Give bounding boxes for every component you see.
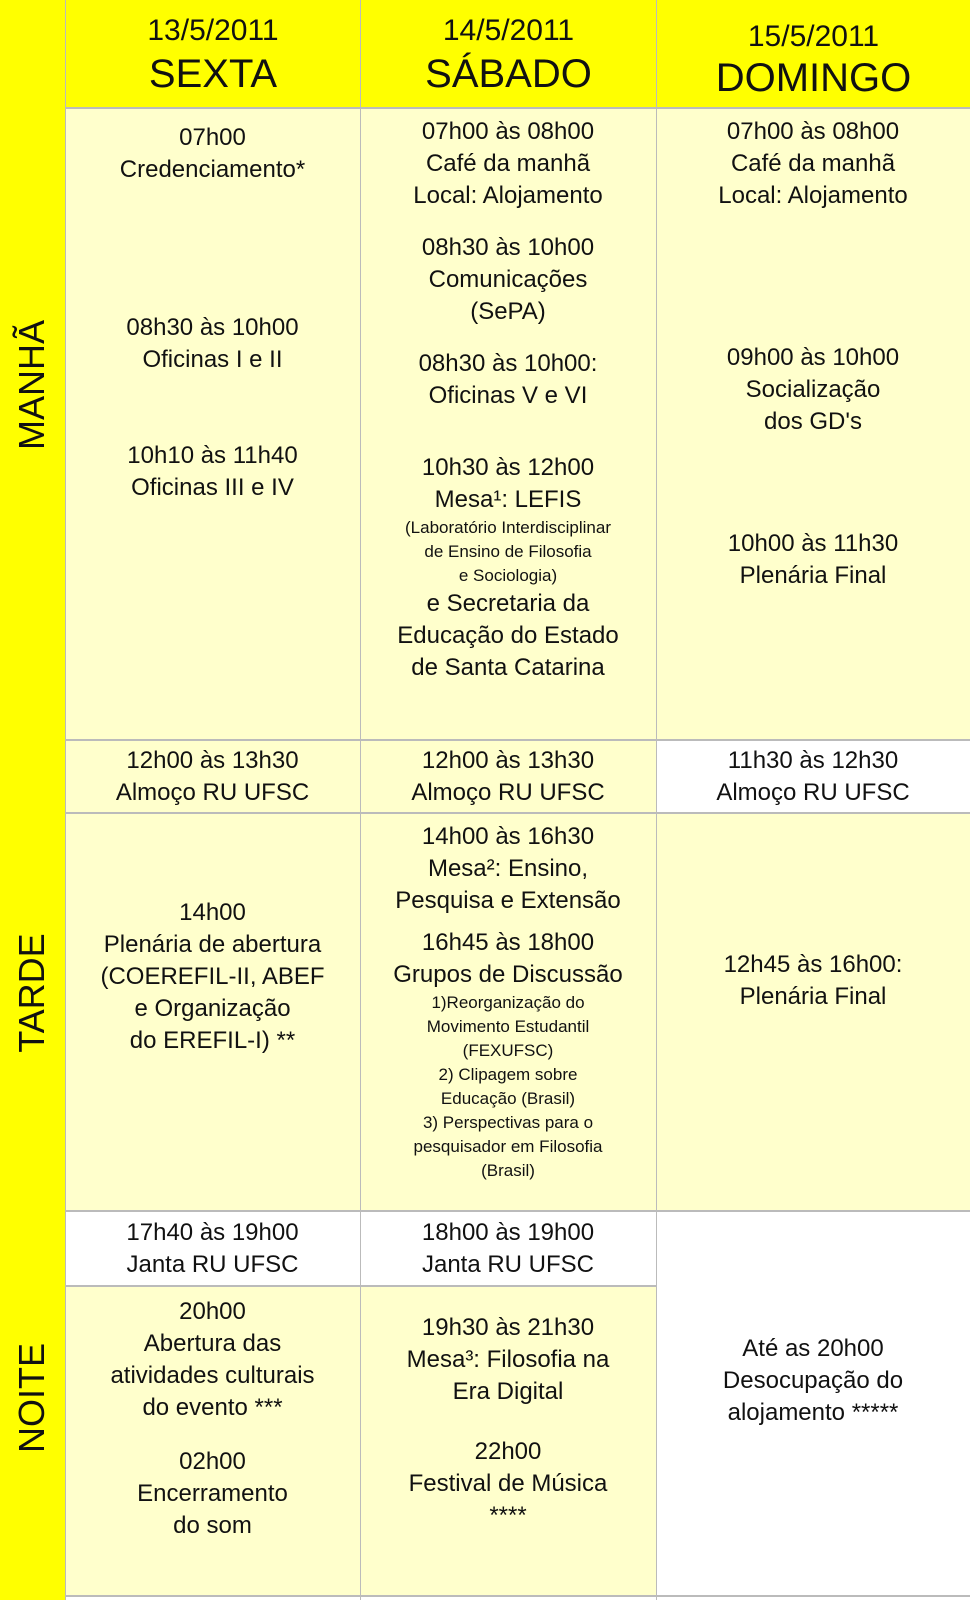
friday-afternoon-cell bbox=[65, 813, 360, 1211]
day-date: 15/5/2011 bbox=[747, 20, 880, 53]
event-location: Local: Alojamento bbox=[718, 182, 908, 209]
event-title: Socialização bbox=[745, 376, 881, 403]
period-label-night: NOITE bbox=[11, 1343, 52, 1454]
event-title: Desocupação do bbox=[722, 1367, 904, 1394]
event-title: Almoço RU UFSC bbox=[716, 778, 910, 806]
saturday-night-cell bbox=[360, 1286, 656, 1596]
grid-line bbox=[65, 739, 970, 741]
event-time: Até as 20h00 bbox=[742, 1335, 884, 1362]
day-name: DOMINGO bbox=[715, 56, 912, 100]
event-time: 07h00 bbox=[179, 124, 246, 151]
event-time: 10h00 às 11h30 bbox=[727, 530, 899, 557]
event-title: Plenária Final bbox=[739, 562, 887, 589]
event-time: 12h00 às 13h30 bbox=[126, 746, 299, 774]
event-time: 19h30 às 21h30 bbox=[421, 1314, 595, 1341]
period-label-morning: MANHÃ bbox=[11, 320, 52, 451]
day-header-saturday bbox=[360, 0, 656, 108]
event-detail: e Secretaria da bbox=[426, 590, 590, 617]
event-note: (Laboratório Interdisciplinar bbox=[405, 518, 611, 537]
event-title: Encerramento bbox=[137, 1480, 288, 1507]
sunday-morning-cell bbox=[656, 108, 970, 740]
saturday-afternoon-cell bbox=[360, 813, 656, 1211]
grid-line bbox=[360, 0, 361, 1600]
event-title: Almoço RU UFSC bbox=[115, 778, 310, 806]
discussion-topic: (Brasil) bbox=[481, 1161, 535, 1180]
event-location: Local: Alojamento bbox=[413, 182, 603, 209]
event-title: do evento *** bbox=[142, 1394, 283, 1421]
event-title: Festival de Música bbox=[408, 1470, 608, 1497]
discussion-topic: (FEXUFSC) bbox=[462, 1041, 554, 1060]
grid-line bbox=[65, 812, 970, 814]
friday-morning-cell bbox=[65, 108, 360, 740]
event-time: 11h30 às 12h30 bbox=[727, 746, 899, 774]
discussion-topic: pesquisador em Filosofia bbox=[413, 1137, 603, 1156]
event-title: Era Digital bbox=[452, 1378, 564, 1405]
event-time: 14h00 às 16h30 bbox=[421, 823, 595, 850]
event-title: Mesa²: Ensino, bbox=[427, 855, 589, 882]
event-time: 12h00 às 13h30 bbox=[421, 746, 595, 774]
event-detail: de Santa Catarina bbox=[411, 654, 605, 681]
event-title: alojamento ***** bbox=[727, 1399, 899, 1426]
event-time: 07h00 às 08h00 bbox=[726, 118, 900, 145]
day-date: 13/5/2011 bbox=[147, 14, 279, 47]
event-note: e Sociologia) bbox=[458, 566, 558, 585]
event-title: Oficinas I e II bbox=[142, 346, 283, 373]
event-title: Janta RU UFSC bbox=[421, 1250, 595, 1278]
event-detail: Educação do Estado bbox=[397, 622, 619, 649]
day-date: 14/5/2011 bbox=[442, 14, 575, 47]
event-time: 17h40 às 19h00 bbox=[126, 1218, 299, 1246]
discussion-topic: 3) Perspectivas para o bbox=[422, 1113, 594, 1132]
event-time: 08h30 às 10h00 bbox=[126, 314, 299, 341]
discussion-topic: Educação (Brasil) bbox=[440, 1089, 576, 1108]
event-detail: (SePA) bbox=[470, 298, 546, 325]
event-title: do som bbox=[173, 1512, 252, 1539]
friday-dinner-cell bbox=[65, 1211, 360, 1286]
discussion-topic: Movimento Estudantil bbox=[426, 1017, 590, 1036]
discussion-topic: 2) Clipagem sobre bbox=[438, 1065, 578, 1084]
event-title: Plenária de abertura bbox=[103, 931, 322, 958]
event-title: Almoço RU UFSC bbox=[411, 778, 605, 806]
event-time: 14h00 bbox=[179, 899, 246, 926]
grid-line bbox=[65, 1595, 970, 1597]
sunday-afternoon-cell bbox=[656, 813, 970, 1211]
event-title: Pesquisa e Extensão bbox=[395, 887, 621, 914]
event-note: **** bbox=[489, 1502, 527, 1529]
event-note: de Ensino de Filosofia bbox=[424, 542, 592, 561]
day-name: SÁBADO bbox=[425, 52, 592, 96]
saturday-morning-cell bbox=[360, 108, 656, 740]
event-time: 22h00 bbox=[474, 1438, 542, 1465]
event-title: Oficinas III e IV bbox=[131, 474, 294, 501]
day-name: SEXTA bbox=[148, 52, 278, 96]
event-detail: do EREFIL-I) ** bbox=[129, 1027, 296, 1054]
event-title: Oficinas V e VI bbox=[428, 382, 588, 409]
saturday-lunch-cell bbox=[360, 740, 656, 813]
event-time: 08h30 às 10h00: bbox=[418, 350, 598, 377]
event-title: Plenária Final bbox=[739, 983, 887, 1010]
grid-line bbox=[656, 0, 657, 1600]
event-time: 12h45 às 16h00: bbox=[723, 951, 903, 978]
event-time: 10h10 às 11h40 bbox=[127, 442, 298, 469]
discussion-topic: 1)Reorganização do bbox=[431, 993, 585, 1012]
day-header-friday bbox=[65, 0, 360, 108]
period-column bbox=[0, 0, 65, 1600]
grid-line bbox=[65, 1285, 656, 1287]
event-title: Café da manhã bbox=[425, 150, 591, 177]
event-time: 07h00 às 08h00 bbox=[421, 118, 595, 145]
event-title: Abertura das bbox=[143, 1330, 282, 1357]
friday-night-cell bbox=[65, 1286, 360, 1596]
event-title: Credenciamento* bbox=[119, 156, 306, 183]
event-time: 10h30 às 12h00 bbox=[421, 454, 595, 481]
event-title: Café da manhã bbox=[730, 150, 896, 177]
sunday-night-cell bbox=[656, 1211, 970, 1596]
sunday-lunch-cell bbox=[656, 740, 970, 813]
saturday-dinner-cell bbox=[360, 1211, 656, 1286]
grid-line bbox=[65, 0, 66, 1600]
event-time: 18h00 às 19h00 bbox=[421, 1218, 595, 1246]
event-time: 08h30 às 10h00 bbox=[421, 234, 595, 261]
event-time: 20h00 bbox=[179, 1298, 246, 1325]
event-title: Janta RU UFSC bbox=[126, 1250, 299, 1278]
event-title: Comunicações bbox=[428, 266, 588, 293]
event-title: Mesa¹: LEFIS bbox=[434, 486, 582, 513]
event-title: Mesa³: Filosofia na bbox=[406, 1346, 610, 1373]
grid-line bbox=[65, 107, 970, 109]
event-time: 02h00 bbox=[179, 1448, 246, 1475]
event-detail: (COEREFIL-II, ABEF bbox=[100, 963, 325, 990]
event-title: Grupos de Discussão bbox=[393, 961, 623, 988]
friday-lunch-cell bbox=[65, 740, 360, 813]
event-title: atividades culturais bbox=[110, 1362, 315, 1389]
grid-line bbox=[65, 1210, 970, 1212]
event-time: 09h00 às 10h00 bbox=[726, 344, 900, 371]
event-time: 16h45 às 18h00 bbox=[421, 929, 595, 956]
period-label-afternoon: TARDE bbox=[11, 933, 52, 1053]
day-header-sunday bbox=[656, 0, 970, 108]
event-detail: e Organização bbox=[134, 995, 291, 1022]
event-title: dos GD's bbox=[764, 408, 862, 435]
